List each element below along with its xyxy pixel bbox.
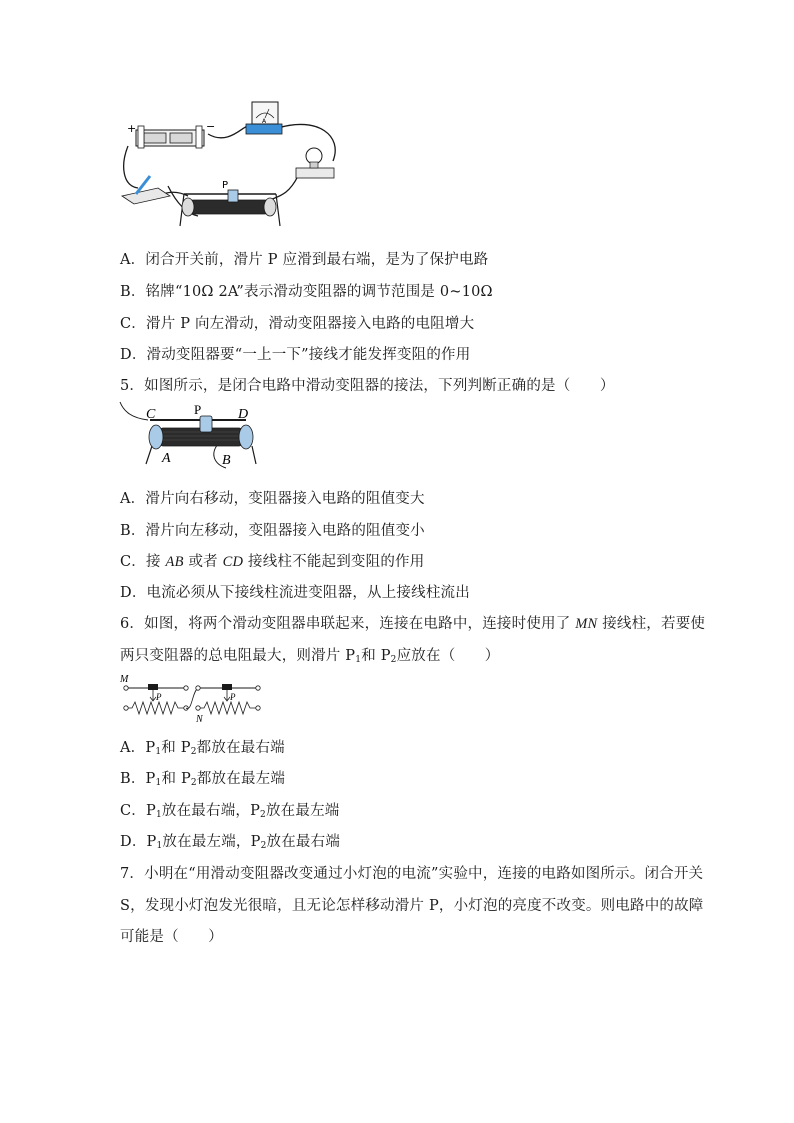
q6-option-c: C．$P_1$放在最右端，$P_2$放在最左端 <box>120 803 340 820</box>
q5-label-a: A <box>162 451 171 466</box>
q5-label-b: B <box>222 453 231 468</box>
q6-label-p1: P <box>156 692 162 702</box>
q4-option-d: D．滑动变阻器要“一上一下”接线才能发挥变阻的作用 <box>120 347 471 363</box>
q6-option-a: A．$P_1$和 $P_2$都放在最右端 <box>120 740 285 757</box>
battery-plus-label: + <box>127 122 137 135</box>
q6-stem-line1: 6．如图，将两个滑动变阻器串联起来，连接在电路中，连接时使用了 MN 接线柱，若要使 <box>120 616 706 632</box>
q5-label-c: C <box>146 407 156 422</box>
q6-stem-line2: 两只变阻器的总电阻最大，则滑片 $P_1$和 $P_2$应放在（ ） <box>120 648 500 665</box>
q7-stem-line3: 可能是（ ） <box>120 929 223 945</box>
q6-option-b: B．$P_1$和 $P_2$都放在最左端 <box>120 771 286 788</box>
q7-stem-line2: S，发现小灯泡发光很暗，且无论怎样移动滑片 P，小灯泡的亮度不改变。则电路中的故障 <box>120 898 704 914</box>
q6-label-p2: P <box>230 692 236 702</box>
q4-option-a: A．闭合开关前，滑片 P 应滑到最右端，是为了保护电路 <box>120 252 489 268</box>
q5-rheostat-figure <box>118 398 268 472</box>
q4-circuit-figure <box>118 96 358 236</box>
battery-minus-label: − <box>206 120 216 133</box>
rheostat-icon <box>180 190 280 226</box>
battery-icon <box>136 126 204 148</box>
q7-stem-line1: 7．小明在“用滑动变阻器改变通过小灯泡的电流”实验中，连接的电路如图所示。闭合开关 <box>120 866 704 882</box>
q6-label-n: N <box>196 714 203 724</box>
q5-option-c: C．接 AB 或者 CD 接线柱不能起到变阻的作用 <box>120 554 425 570</box>
q6-option-d: D．$P_1$放在最左端，$P_2$放在最右端 <box>120 834 341 851</box>
q6-label-m: M <box>120 674 129 685</box>
rheostat-slider-label: P <box>222 180 229 191</box>
light-bulb-icon <box>296 148 334 178</box>
q5-option-d: D．电流必须从下接线柱流进变阻器，从上接线柱流出 <box>120 585 470 601</box>
q4-option-c: C．滑片 P 向左滑动，滑动变阻器接入电路的电阻增大 <box>120 316 475 332</box>
q5-option-b: B．滑片向左移动，变阻器接入电路的阻值变小 <box>120 523 425 539</box>
q5-stem: 5．如图所示，是闭合电路中滑动变阻器的接法，下列判断正确的是（ ） <box>120 378 615 394</box>
switch-icon <box>122 176 170 204</box>
q4-option-b: B．铭牌“10Ω 2A”表示滑动变阻器的调节范围是 0~10Ω <box>120 284 493 300</box>
q5-label-p: P <box>194 402 202 417</box>
q6-two-rheostats-figure <box>118 672 268 724</box>
q5-label-d: D <box>238 407 249 422</box>
ammeter-label: A <box>262 118 267 125</box>
q5-option-a: A．滑片向右移动，变阻器接入电路的阻值变大 <box>120 491 425 507</box>
